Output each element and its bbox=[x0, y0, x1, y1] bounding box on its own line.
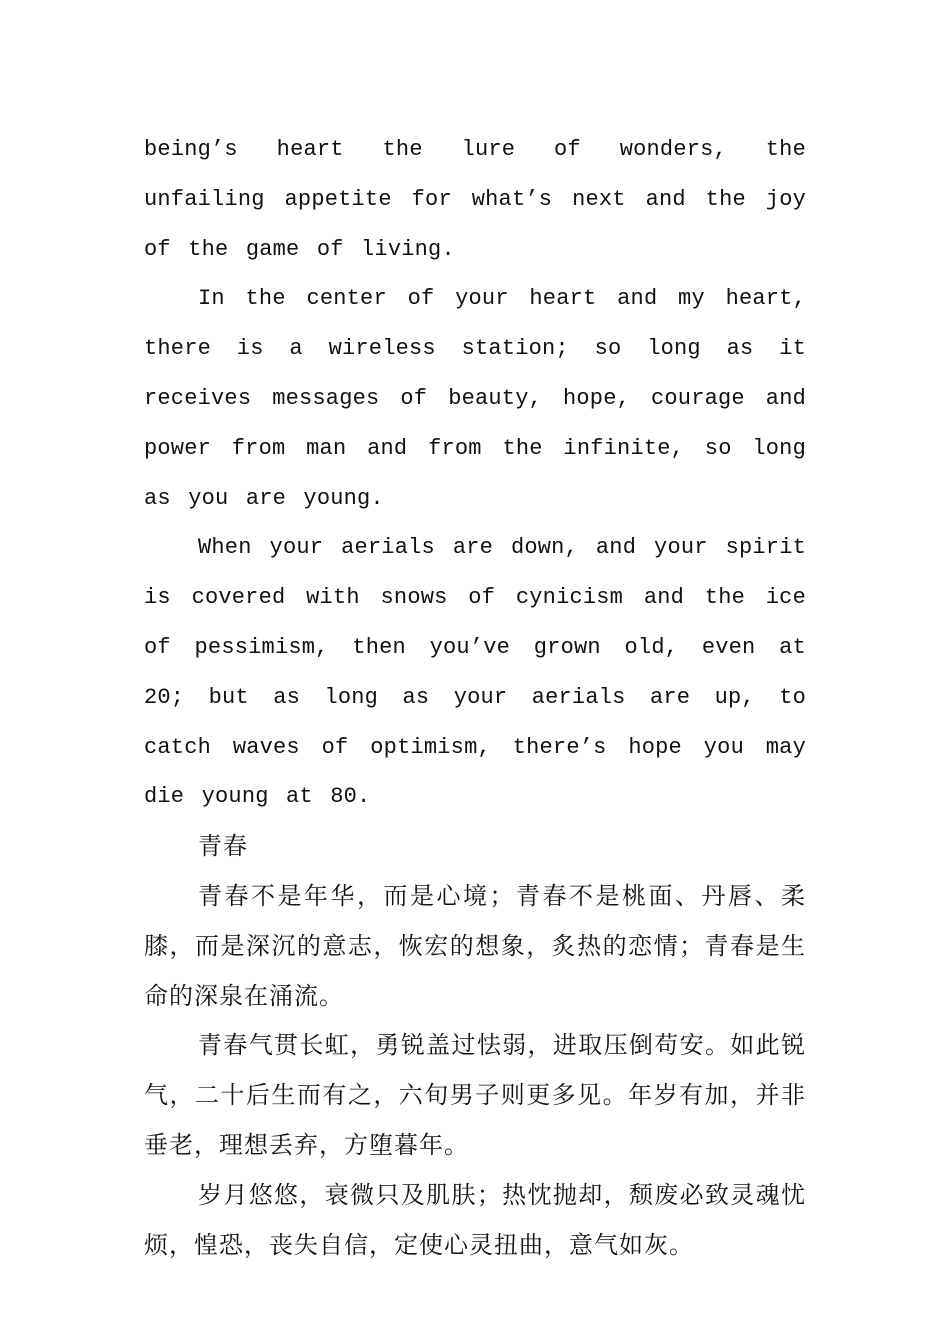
chinese-title: 青春 bbox=[198, 832, 248, 861]
chinese-paragraph-2: 青春气贯长虹，勇锐盖过怯弱，进取压倒苟安。如此锐气，二十后生而有之，六旬男子则更多见。年岁有加，并非垂老，理想丢弃，方堕暮年。 bbox=[144, 1031, 806, 1159]
chinese-paragraph-3: 岁月悠悠，衰微只及肌肤；热忱抛却，颓废必致灵魂忧烦，惶恐，丧失自信，定使心灵扭曲，意气如灰。 bbox=[144, 1180, 806, 1259]
document-page bbox=[144, 125, 806, 1270]
chinese-paragraph-1: 青春不是年华，而是心境；青春不是桃面、丹唇、柔膝，而是深沉的意志，恢宏的想象，炙热的恋情；青春是生命的深泉在涌流。 bbox=[144, 881, 806, 1010]
english-paragraph-wireless-station: In the center of your heart and my heart, there is a wireless station; so long as it receives messages of beauty, hope, courage and power from man and from the infinite, so long as you are young. bbox=[144, 286, 806, 511]
english-paragraph-continued: being’s heart the lure of wonders, the unfailing appetite for what’s next and the joy of the game of living. bbox=[144, 137, 806, 262]
english-paragraph-aerials: When your aerials are down, and your spirit is covered with snows of cynicism and the ice of pessimism, then you’ve grown old, even at 20; but as long as your aerials are up, to catch waves of optimism, there’s hope you may die young at 80. bbox=[144, 535, 806, 810]
